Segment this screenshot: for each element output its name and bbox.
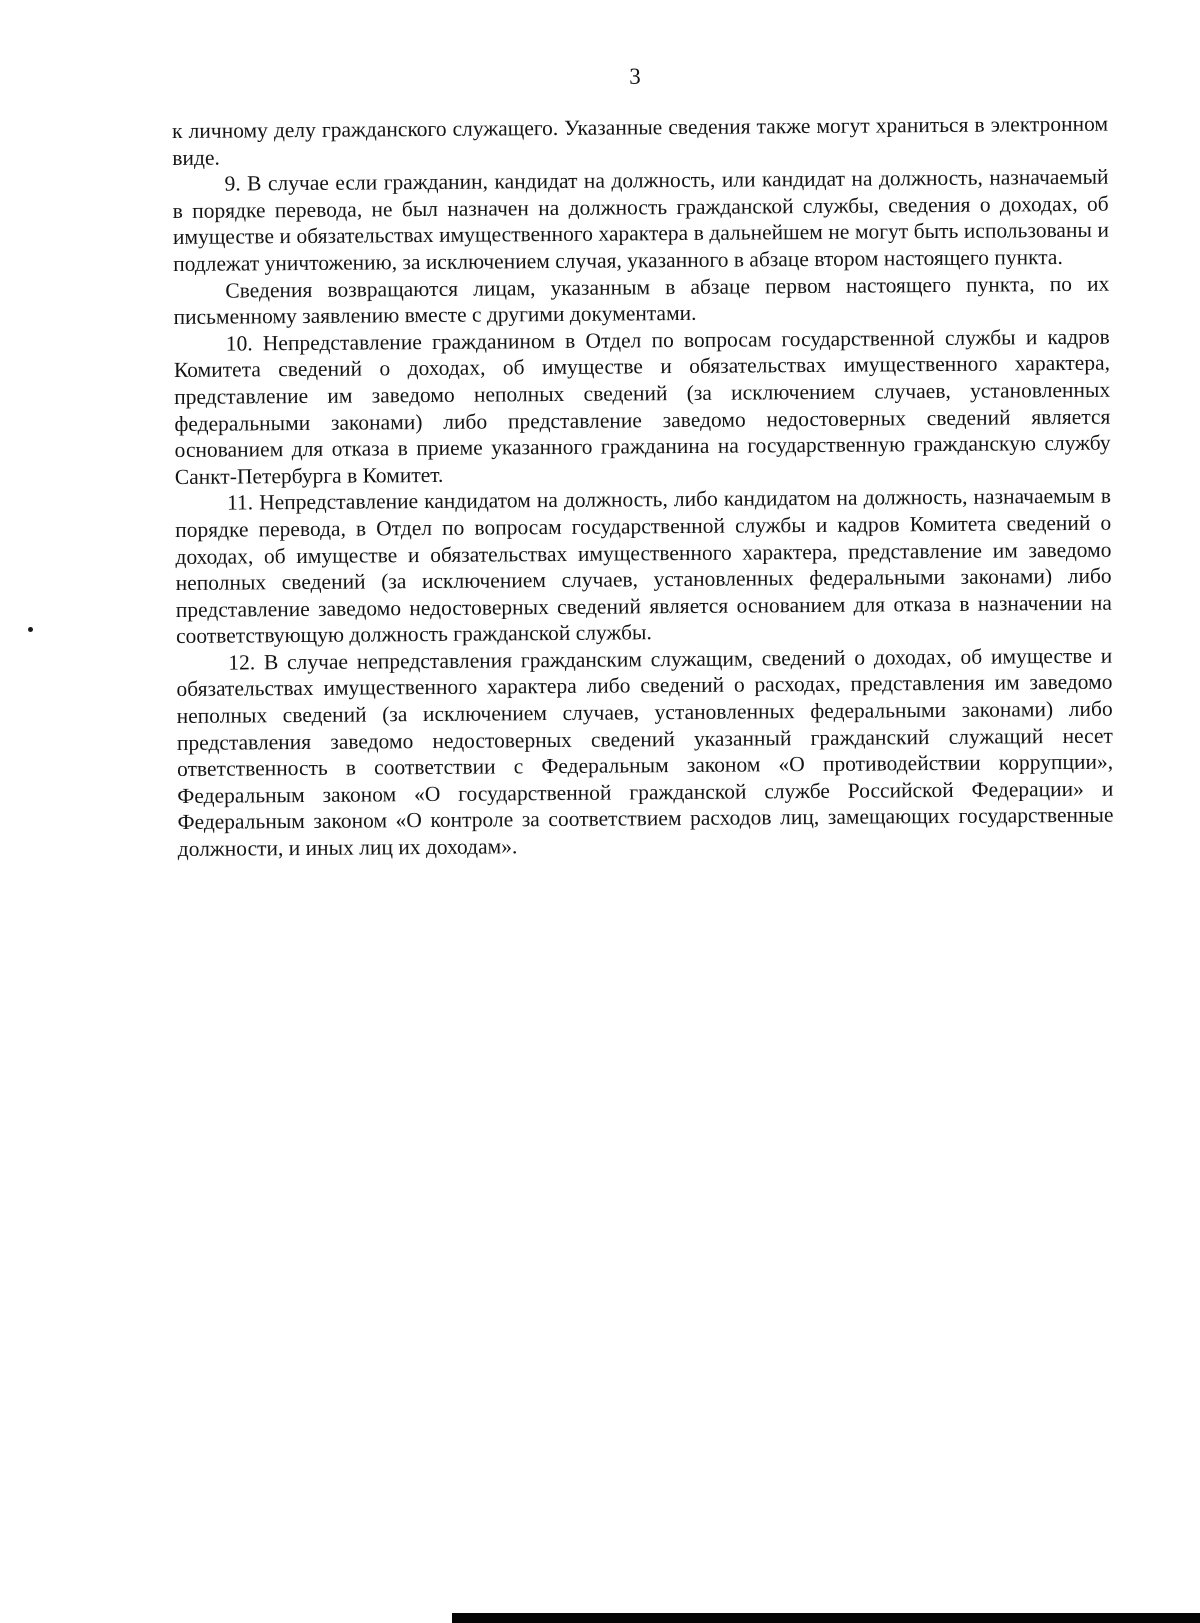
document-body (172, 111, 1114, 863)
scan-speck (28, 627, 33, 632)
paragraph-item-9-second: Сведения возвращаются лицам, указанным в абзаце первом настоящего пункта, по их письменному заявлению вместе с другими документами. (173, 271, 1110, 330)
paragraph-item-11: 11. Непредставление кандидатом на должность, либо кандидатом на должность, назначаемым в порядке перевода, в Отдел по вопросам государственной службы и кадров Комитета сведений о доходах, об имуществе и обязательствах имущественного характера, представление им заведомо неполных сведений (за исключением случаев, установленных федеральными законами) либо представление заведомо недостоверных сведений является основанием для отказа в назначении на соответствующую должность гражданской службы. (175, 483, 1112, 649)
page-number: 3 (629, 64, 641, 89)
paragraph-item-10: 10. Непредставление гражданином в Отдел по вопросам государственной службы и кадров Комитета сведений о доходах, об имуществе и обязательствах имущественного характера, представление им заведомо неполных сведений (за исключением случаев, установленных федеральными законами) либо представление заведомо недостоверных сведений является основанием для отказа в приеме указанного гражданина на государственную гражданскую службу Санкт-Петербурга в Комитет. (173, 324, 1111, 489)
paragraph-item-12: 12. В случае непредставления гражданским служащим, сведений о доходах, об имуществе и обязательствах имущественного характера либо сведений о расходах, представления им заведомо неполных сведений (за исключением случаев, установленных федеральными законами) либо представления заведомо недостоверных сведений указанный гражданский служащий несет ответственность в соответствии с Федеральным законом «О противодействии коррупции», Федеральным законом «О государственной гражданской службе Российской Федерации» и Федеральным законом «О контроле за соответствием расходов лиц, замещающих государственные должности, и иных лиц их доходам». (176, 643, 1114, 862)
scan-edge-bar (452, 1613, 1200, 1623)
paragraph-continuation: к личному делу гражданского служащего. Указанные сведения также могут храниться в электронном виде. (172, 111, 1109, 170)
paragraph-item-9: 9. В случае если гражданин, кандидат на должность, или кандидат на должность, назначаемый в порядке перевода, не был назначен на должность гражданской службы, сведения о доходах, об имуществе и обязательствах имущественного характера в дальнейшем не могут быть использованы и подлежат уничтожению, за исключением случая, указанного в абзаце втором настоящего пункта. (172, 164, 1110, 276)
